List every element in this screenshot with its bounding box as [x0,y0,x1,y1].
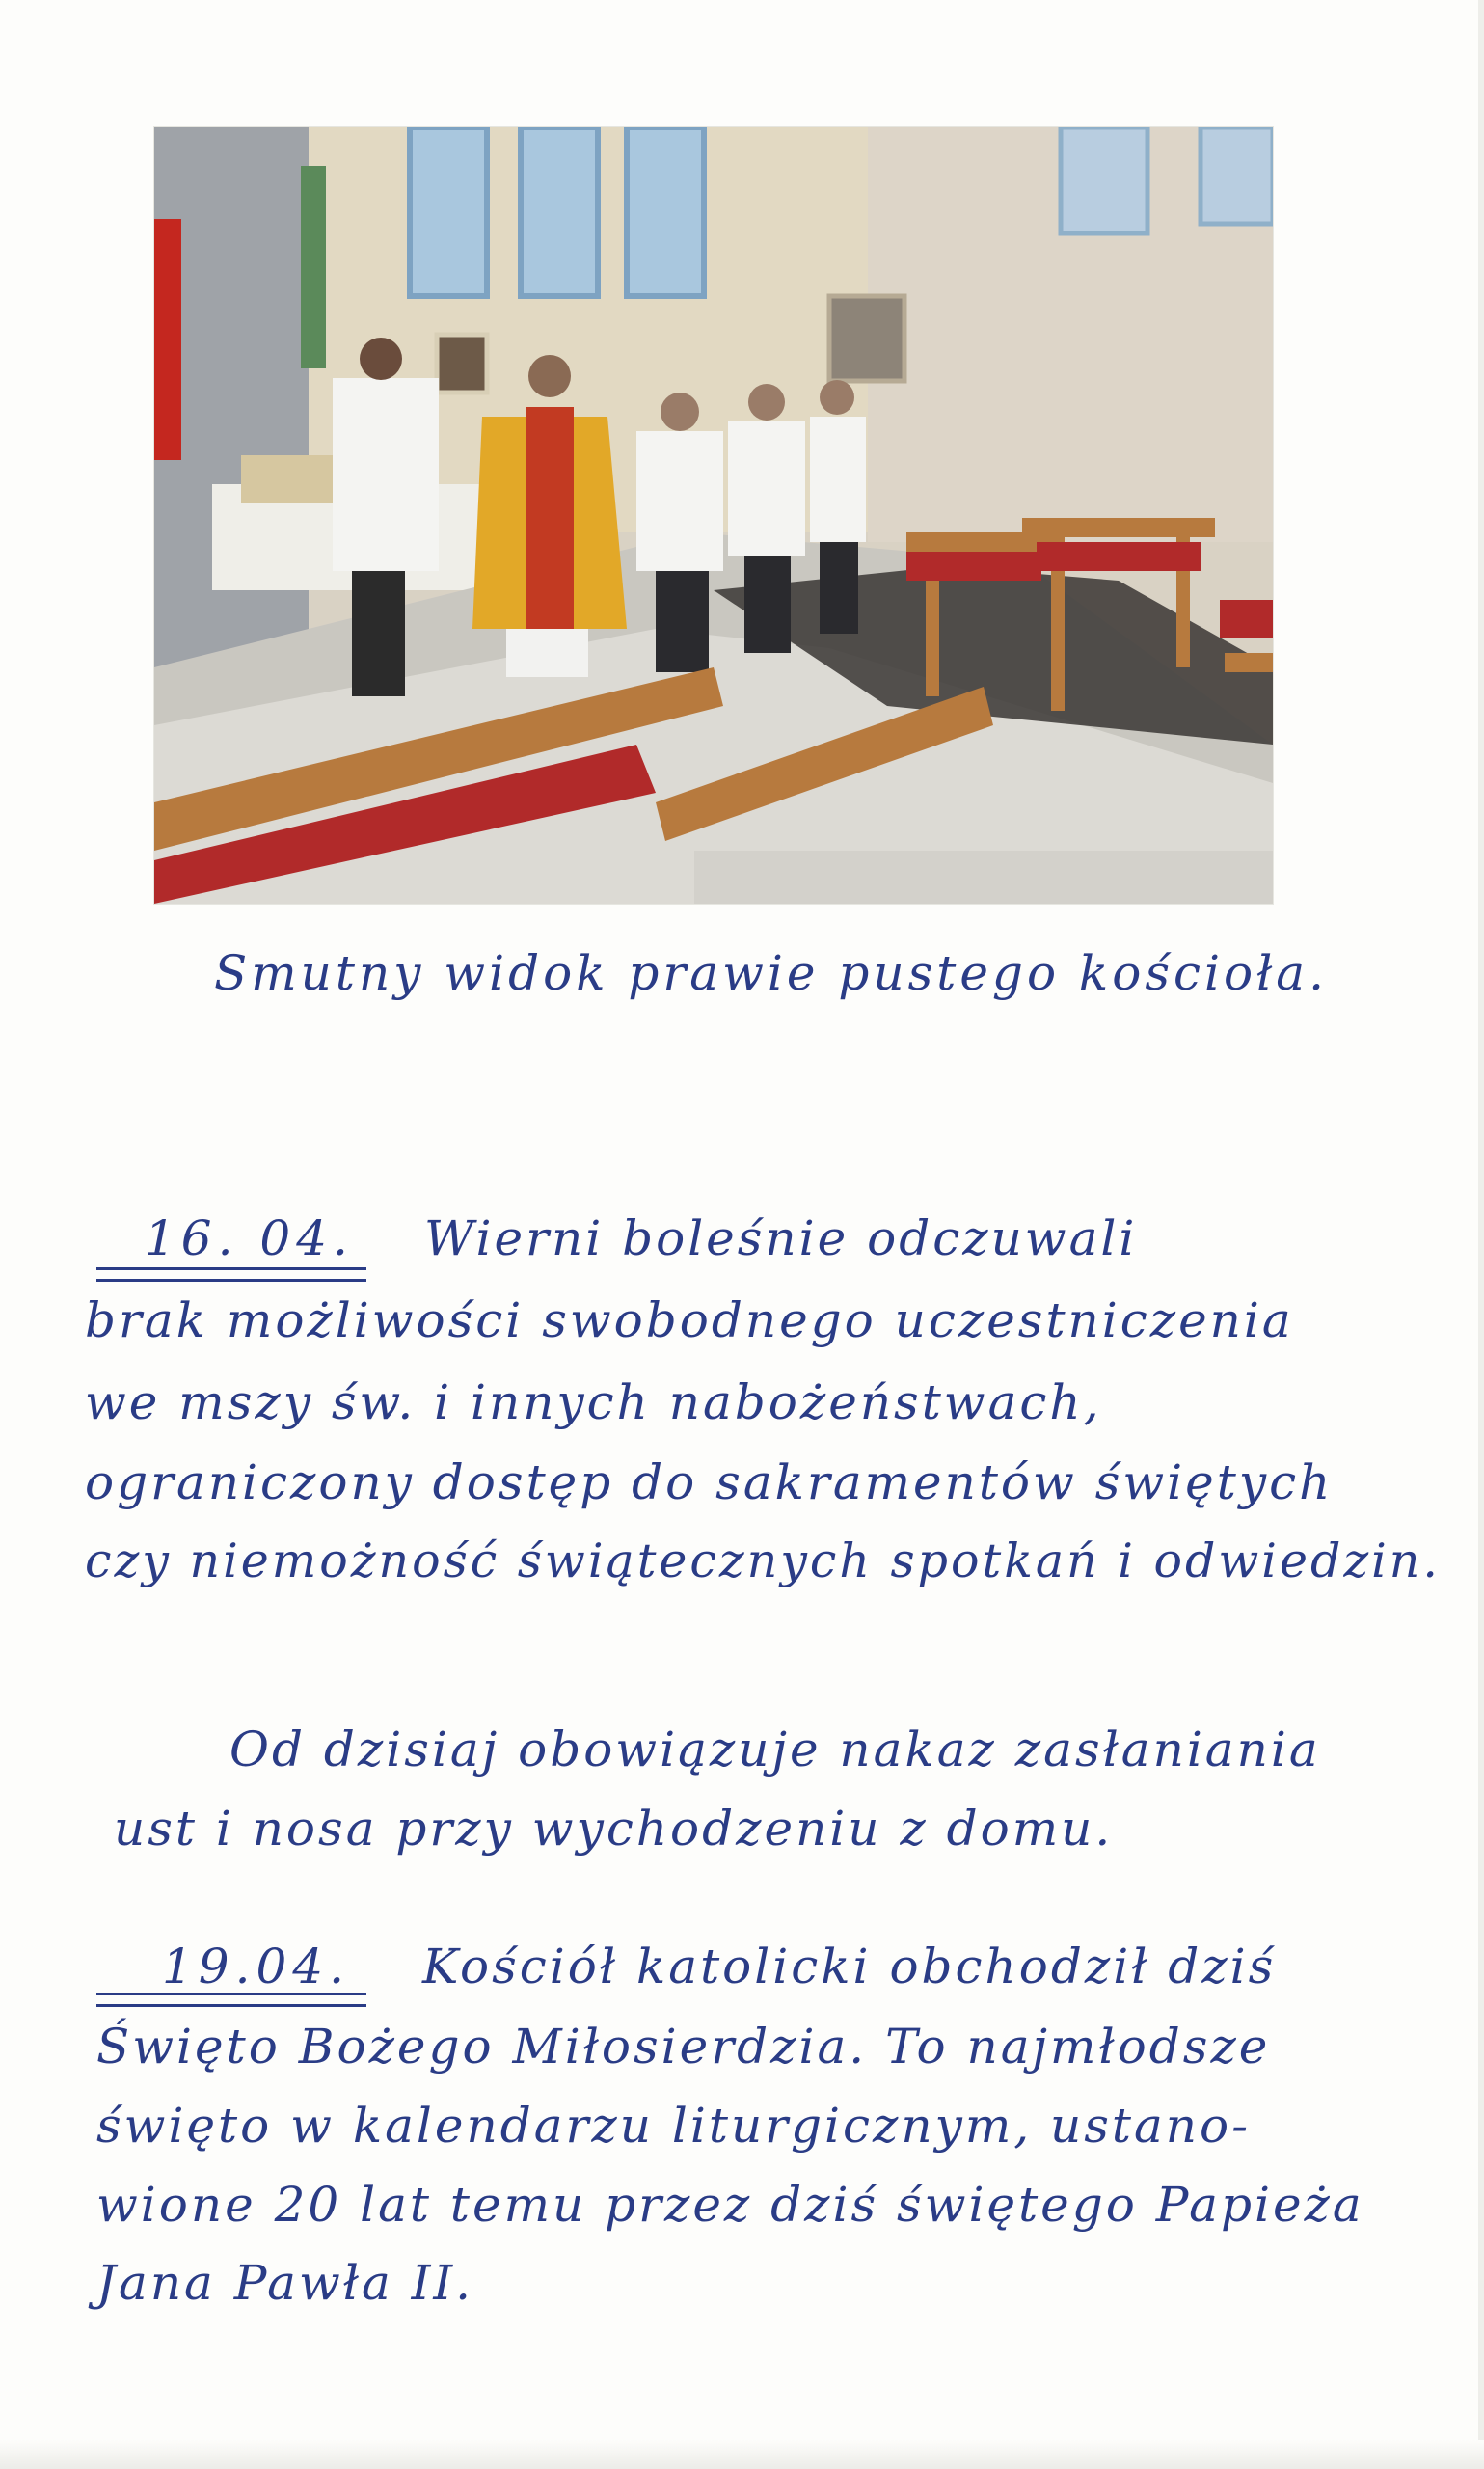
entry3-line-4: wione 20 lat temu przez dziś świętego Papieża [96,2177,1364,2233]
entry1-line-1: Wierni boleśnie odczuwali [424,1210,1138,1266]
entry3-line-2: Święto Bożego Miłosierdzia. To najmłodsze [96,2019,1271,2075]
entry2-line-2: ust i nosa przy wychodzeniu z domu. [114,1801,1114,1857]
entry2-line-1: Od dzisiaj obowiązuje nakaz zasłaniania [229,1722,1321,1777]
date-underline [96,2004,366,2007]
photo-caption: Smutny widok prawie pustego kościoła. [214,945,1329,1001]
church-interior-photo [154,127,1273,904]
entry3-line-3: święto w kalendarzu liturgicznym, ustano- [96,2098,1251,2154]
date-underline [96,1993,366,1995]
entry1-line-2: brak możliwości swobodnego uczestniczenia [85,1292,1294,1348]
date-underline [96,1267,366,1270]
page-edge [1478,0,1484,2469]
entry3-line-1: Kościół katolicki obchodził dziś [422,1939,1277,1994]
entry-date-19-04: 19.04. [162,1939,351,1994]
page-bottom-edge [0,2440,1484,2469]
entry1-line-5: czy niemożność świątecznych spotkań i odwiedzin. [85,1533,1441,1588]
entry1-line-4: ograniczony dostęp do sakramentów świętych [85,1454,1334,1510]
date-underline [96,1279,366,1282]
entry3-line-5: Jana Pawła II. [96,2255,474,2311]
entry1-line-3: we mszy św. i innych nabożeństwach, [85,1374,1102,1430]
entry-date-16-04: 16. 04. [145,1210,354,1266]
